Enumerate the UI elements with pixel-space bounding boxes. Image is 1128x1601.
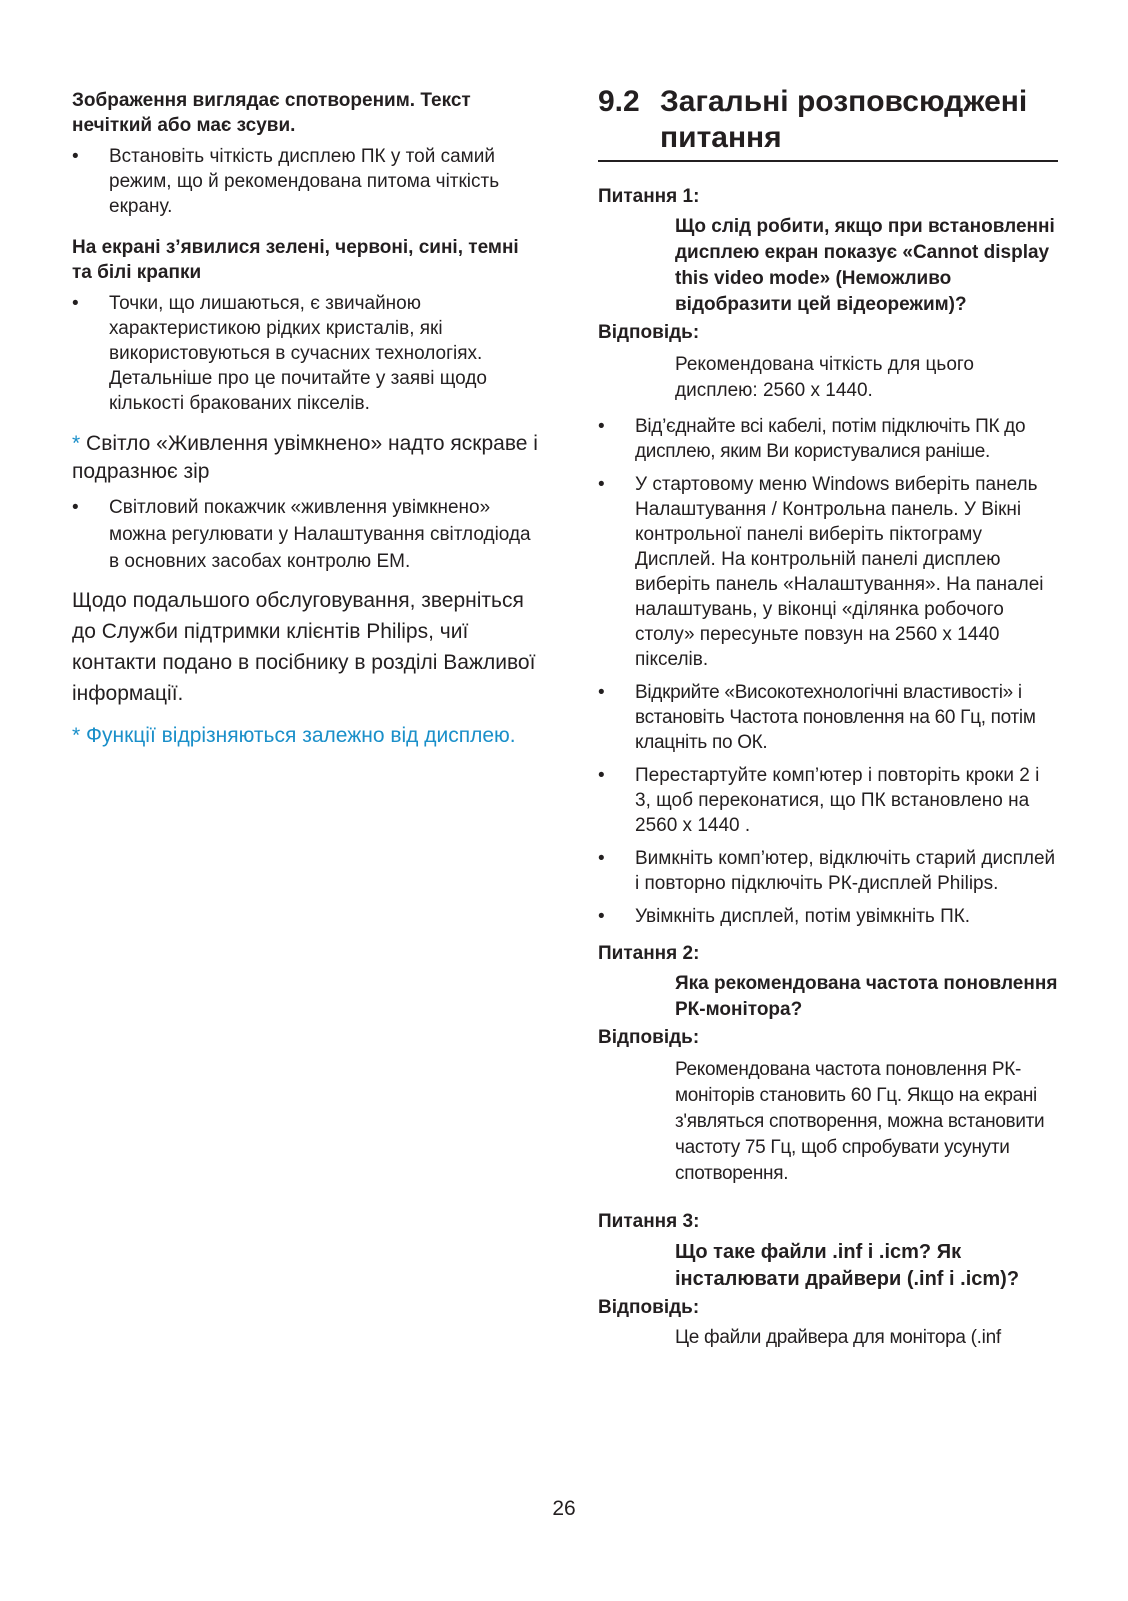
- asterisk-mark: *: [72, 432, 81, 455]
- answer-1-text: Рекомендована чіткість для цього дисплею: 2560 x 1440.: [675, 354, 974, 401]
- right-column: [598, 84, 1058, 1361]
- list-item: • Відкрийте «Високотехнологічні властивості» і встановіть Частота поновлення на 60 Гц, потім клацніть по ОК.: [598, 682, 1036, 753]
- bullet-glyph: •: [598, 682, 605, 703]
- list-item: • Від’єднайте всі кабелі, потім підключіть ПК до дисплею, яким Ви користувалися раніше.: [598, 416, 1026, 462]
- bullet-glyph: •: [598, 474, 605, 495]
- heading-power-light: * Світло «Живлення увімкнено» надто яскраве і подразнює зір: [72, 432, 538, 483]
- feature-note: * Функції відрізняються залежно від дисплею.: [72, 724, 516, 747]
- list-item: • Увімкніть дисплей, потім увімкніть ПК.: [598, 906, 971, 927]
- section-number: 9.2: [598, 85, 640, 118]
- bullet-list-1: [72, 144, 542, 219]
- list-item: • Світловий покажчик «живлення увімкнено» можна регулювати у Налаштування світлодіода в основних засобах контролю ЕМ.: [72, 494, 542, 575]
- left-column: [72, 84, 542, 751]
- list-item: • Встановіть чіткість дисплею ПК у той самий режим, що й рекомендована питома чіткість екрану.: [72, 146, 500, 217]
- answer-1-label: Відповідь:: [598, 322, 700, 343]
- question-1-text: Що слід робити, якщо при встановленні дисплею екран показує «Cannot display this video mode» (Неможливо відобразити цей відеорежим)?: [675, 216, 1055, 315]
- question-2-label: Питання 2:: [598, 943, 700, 964]
- answer-3-label: Відповідь:: [598, 1297, 700, 1318]
- page-number: 26: [552, 1497, 576, 1520]
- heading-distorted-image: Зображення виглядає спотвореним. Текст нечіткий або має зсуви.: [72, 90, 471, 136]
- section-title-text: Загальні розповсюджені питання: [660, 85, 1028, 154]
- bullet-list-2: [72, 291, 542, 416]
- section-title: [598, 84, 1058, 162]
- answer-3-text: Це файли драйвера для монітора (.inf: [675, 1327, 1001, 1348]
- bullet-glyph: •: [72, 293, 79, 314]
- list-item: • Точки, що лишаються, є звичайною характеристикою рідких кристалів, які використовуються в сучасних технологіях. Детальніше про це почитайте у заяві щодо кількості бракованих пікселів.: [72, 293, 487, 414]
- bullet-glyph: •: [72, 497, 79, 518]
- service-paragraph: Щодо подальшого обслуговування, зверніться до Служби підтримки клієнтів Philips, чиї контакти подано в посібнику в розділі Важливої інформації.: [72, 589, 536, 705]
- answer-1-steps: [598, 414, 1058, 929]
- answer-2-text: Рекомендована частота поновлення РК-моніторів становить 60 Гц. Якщо на екрані з'являться спотворення, можна встановити частоту 75 Гц, щоб спробувати усунути спотворення.: [675, 1059, 1045, 1184]
- bullet-list-3: [72, 494, 542, 575]
- question-3-text: Що таке файли .inf і .icm? Як інсталювати драйвери (.inf і .icm)?: [675, 1241, 1020, 1290]
- bullet-glyph: •: [72, 146, 79, 167]
- list-item: • Перестартуйте комп’ютер і повторіть кроки 2 і 3, щоб переконатися, що ПК встановлено на 2560 x 1440 .: [598, 765, 1040, 836]
- question-3-label: Питання 3:: [598, 1211, 700, 1232]
- list-item: • У стартовому меню Windows виберіть панель Налаштування / Контрольна панель. У Вікні контрольної панелі виберіть піктограму Дисплей. На контрольній панелі дисплею виберіть панель «Налаштування». На паналеі налаштувань, у віконці «ділянка робочого столу» пересуньте повзун на 2560 x 1440 пікселів.: [598, 474, 1044, 670]
- bullet-glyph: •: [598, 906, 605, 927]
- list-item: • Вимкніть комп’ютер, відключіть старий дисплей і повторно підключіть РК-дисплей Philips.: [598, 848, 1056, 894]
- question-1-label: Питання 1:: [598, 186, 700, 207]
- bullet-glyph: •: [598, 416, 605, 437]
- answer-2-label: Відповідь:: [598, 1027, 700, 1048]
- bullet-glyph: •: [598, 765, 605, 786]
- bullet-glyph: •: [598, 848, 605, 869]
- heading-colored-dots: На екрані з’явилися зелені, червоні, сині, темні та білі крапки: [72, 237, 519, 283]
- question-2-text: Яка рекомендована частота поновлення РК-монітора?: [675, 973, 1058, 1020]
